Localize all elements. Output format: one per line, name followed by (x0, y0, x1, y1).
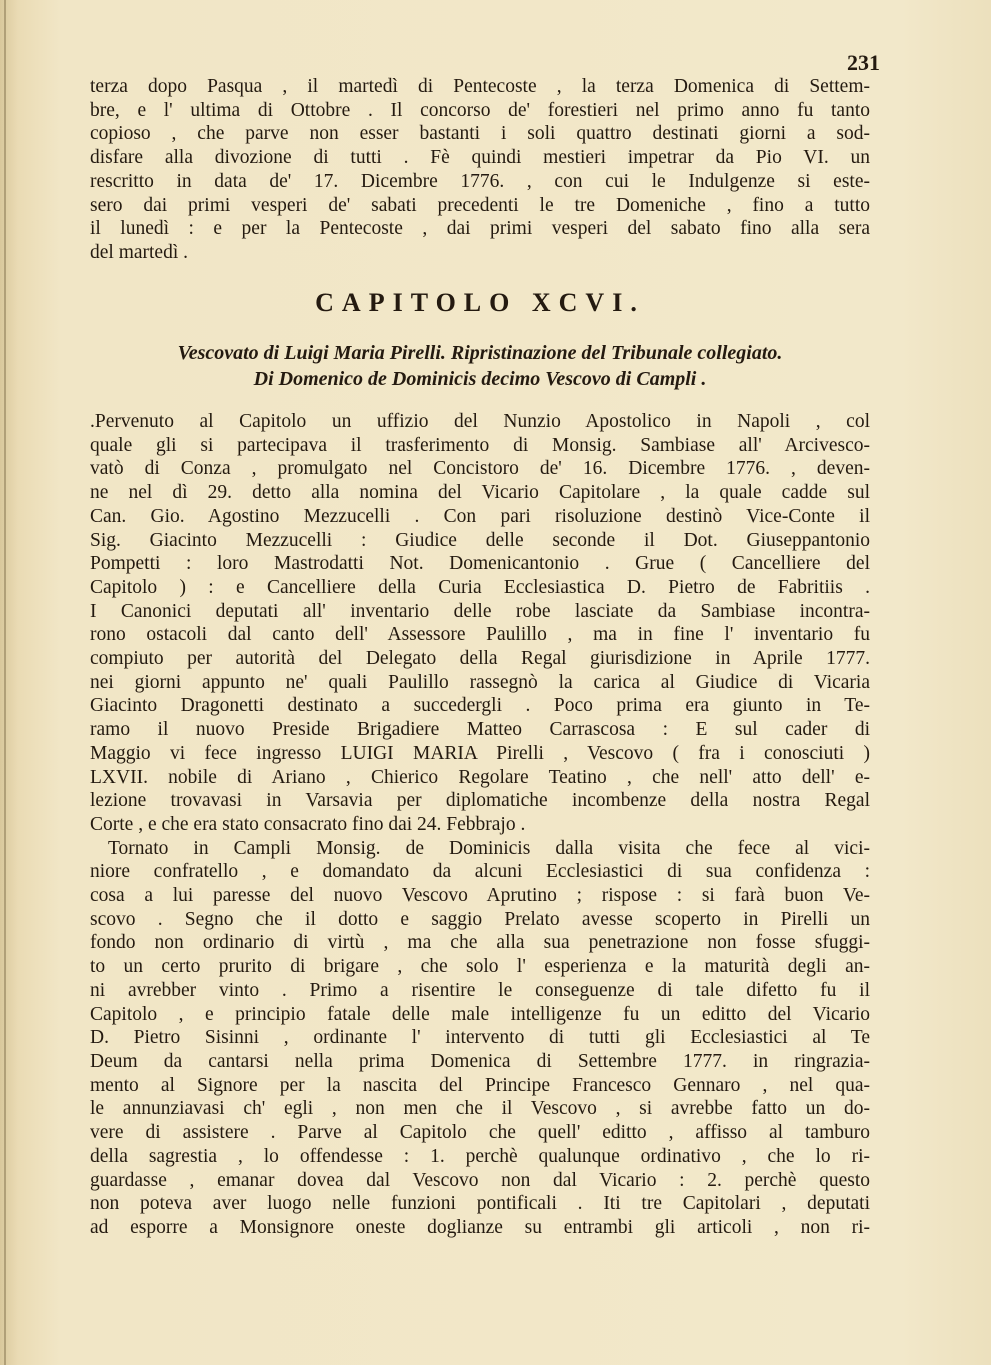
text-line: bre, e l' ultima di Ottobre . Il concorso de' forestieri nel primo anno fu tanto (90, 99, 870, 121)
text-line: ad esporre a Monsignore oneste doglianze su entrambi gli articoli , non ri- (90, 1216, 870, 1238)
text-line: copioso , che parve non esser bastanti i soli quattro destinati giorni a sod- (90, 123, 870, 145)
text-line: D. Pietro Sisinni , ordinante l' intervento di tutti gli Ecclesiastici al Te (90, 1027, 870, 1049)
text-line: della sagrestia , lo offendesse : 1. perchè qualunque ordinativo , che lo ri- (90, 1145, 870, 1167)
text-line: Capitolo ) : e Cancelliere della Curia Ecclesiastica D. Pietro de Fabritiis . (90, 576, 870, 598)
text-line: niore confratello , e domandato da alcuni Ecclesiastici di sua confidenza : (90, 861, 870, 883)
text-line: Deum da cantarsi nella prima Domenica di Settembre 1777. in ringrazia- (90, 1050, 870, 1072)
text-line: nei giorni appunto ne' quali Paulillo rassegnò la carica al Giudice di Vicaria (90, 671, 870, 693)
text-line: terza dopo Pasqua , il martedì di Pentecoste , la terza Domenica di Settem- (90, 76, 870, 97)
subtitle-line: Di Domenico de Dominicis decimo Vescovo di Campli . (253, 368, 707, 390)
text-line: sero dai primi vesperi de' sabati precedenti le tre Domeniche , fino a tutto (90, 194, 870, 216)
text-line: ramo il nuovo Preside Brigadiere Matteo Carrascosa : E sul cader di (90, 719, 870, 741)
subtitle-line: Vescovato di Luigi Maria Pirelli. Ripristinazione del Tribunale collegiato. (177, 342, 783, 364)
text-line: il lunedì : e per la Pentecoste , dai primi vesperi del sabato fino alla sera (90, 218, 870, 240)
text-line: vatò di Conza , promulgato nel Concistoro de' 16. Dicembre 1776. , deven- (90, 458, 870, 480)
text-line: disfare alla divozione di tutti . Fè quindi mestieri impetrar da Pio VI. un (90, 147, 870, 169)
text-line: Maggio vi fece ingresso LUIGI MARIA Pirelli , Vescovo ( fra i conosciuti ) (90, 742, 870, 764)
text-line: Corte , e che era stato consacrato fino dai 24. Febbrajo . (90, 813, 526, 835)
chapter-title: CAPITOLO XCVI. (315, 288, 645, 317)
text-line: Pompetti : loro Mastrodatti Not. Domenicantonio . Grue ( Cancelliere del (90, 553, 870, 575)
text-line: Can. Gio. Agostino Mezzucelli . Con pari risoluzione destinò Vice-Conte il (90, 505, 870, 527)
text-line: .Pervenuto al Capitolo un uffizio del Nunzio Apostolico in Napoli , col (90, 411, 870, 432)
main-text (90, 410, 870, 1240)
text-line: fondo non ordinario di virtù , ma che alla sua penetrazione non fosse sfuggi- (90, 932, 870, 954)
text-line: scovo . Segno che il dotto e saggio Prelato avesse scoperto in Pirelli un (90, 908, 870, 930)
text-line: lezione trovavasi in Varsavia per diplomatiche incombenze della nostra Regal (90, 790, 870, 812)
text-line: rescritto in data de' 17. Dicembre 1776. , con cui le Indulgenze si este- (90, 170, 870, 192)
text-line: Tornato in Campli Monsig. de Dominicis dalla visita che fece al vici- (108, 837, 870, 859)
text-line: I Canonici deputati all' inventario delle robe lasciate da Sambiase incontra- (90, 600, 870, 622)
text-line: Capitolo , e principio fatale delle male intelligenze fu un editto del Vicario (90, 1003, 870, 1025)
text-line: non poteva aver luogo nelle funzioni pontificali . Iti tre Capitolari , deputati (90, 1193, 870, 1215)
top-paragraph (90, 75, 870, 265)
text-line: vere di assistere . Parve al Capitolo che quell' editto , affisso al tamburo (90, 1122, 870, 1144)
text-line: le annunziavasi ch' egli , non men che il Vescovo , si avrebbe fatto un do- (90, 1098, 870, 1120)
text-line: Sig. Giacinto Mezzucelli : Giudice delle seconde il Dot. Giuseppantonio (90, 529, 870, 551)
text-line: ne nel dì 29. detto alla nomina del Vicario Capitolare , la quale cadde sul (90, 482, 870, 504)
text-line: compiuto per autorità del Delegato della Regal giurisdizione in Aprile 1777. (90, 648, 870, 670)
chapter-subtitle (90, 340, 870, 392)
text-line: cosa a lui paresse del nuovo Vescovo Aprutino ; rispose : si farà buon Ve- (90, 885, 870, 907)
text-line: Giacinto Dragonetti destinato a succedergli . Poco prima era giunto in Te- (90, 695, 870, 717)
text-line: del martedì . (90, 241, 189, 263)
text-line: rono ostacoli dal canto dell' Assessore Paulillo , ma in fine l' inventario fu (90, 624, 870, 646)
page-gutter (4, 0, 6, 1365)
page-number: 231 (847, 50, 880, 75)
text-line: ni avrebber vinto . Primo a risentire le conseguenze di tale difetto fu il (90, 979, 870, 1001)
text-line: quale gli si partecipava il trasferimento di Monsig. Sambiase all' Arcivesco- (90, 434, 870, 456)
text-line: mento al Signore per la nascita del Principe Francesco Gennaro , nel qua- (90, 1074, 870, 1096)
text-line: guardasse , emanar dovea dal Vescovo non dal Vicario : 2. perchè questo (90, 1169, 870, 1191)
text-line: to un certo prurito di brigare , che solo l' esperienza e la maturità degli an- (90, 956, 870, 978)
text-line: LXVII. nobile di Ariano , Chierico Regolare Teatino , che nell' atto dell' e- (90, 766, 870, 788)
